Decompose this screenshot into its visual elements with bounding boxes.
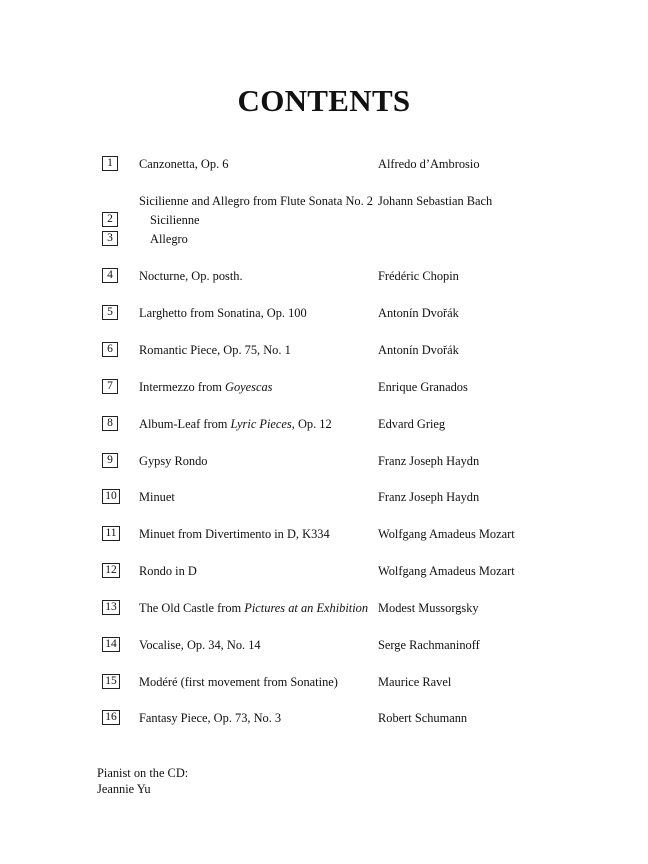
- composer-name: Antonín Dvořák: [378, 306, 459, 320]
- track-number-box: 5: [102, 305, 118, 320]
- piece-title: [139, 598, 368, 618]
- piece-title-suffix: , Op. 12: [291, 417, 332, 431]
- piece-title-text: The Old Castle from: [139, 601, 245, 615]
- toc-entry: [0, 303, 648, 323]
- piece-title: Modéré (first movement from Sonatine): [139, 675, 338, 689]
- composer-name: Franz Joseph Haydn: [378, 454, 480, 468]
- track-number-box: 3: [102, 231, 118, 246]
- piece-title: Gypsy Rondo: [139, 454, 208, 468]
- composer-name: Serge Rachmaninoff: [378, 638, 480, 652]
- piece-title: Larghetto from Sonatina, Op. 100: [139, 306, 307, 320]
- piece-title: Canzonetta, Op. 6: [139, 157, 229, 171]
- piece-title: Fantasy Piece, Op. 73, No. 3: [139, 711, 282, 725]
- track-number-box: 16: [102, 710, 120, 725]
- toc-entry: [0, 672, 648, 692]
- track-number-box: 12: [102, 563, 120, 578]
- piece-title: Nocturne, Op. posth.: [139, 269, 243, 283]
- toc-entry-movement: [0, 229, 648, 249]
- composer-name: Enrique Granados: [378, 380, 468, 394]
- toc-entry: [0, 635, 648, 655]
- composer-name: Robert Schumann: [378, 711, 468, 725]
- track-number-box: 4: [102, 268, 118, 283]
- track-number-box: 9: [102, 453, 118, 468]
- composer-name: Maurice Ravel: [378, 675, 452, 689]
- track-number-box: 2: [102, 212, 118, 227]
- toc-entry: [0, 154, 648, 174]
- piece-title-italic: Lyric Pieces: [230, 417, 292, 431]
- track-number-box: 6: [102, 342, 118, 357]
- toc-entry: [0, 487, 648, 507]
- toc-entry: [0, 561, 648, 581]
- piece-title-text: Intermezzo from: [139, 380, 226, 394]
- toc-entry: [0, 708, 648, 728]
- composer-name: Franz Joseph Haydn: [378, 490, 480, 504]
- piece-title: Minuet: [139, 490, 175, 504]
- track-number-box: 10: [102, 489, 120, 504]
- composer-name: Antonín Dvořák: [378, 343, 459, 357]
- piece-title: [139, 414, 332, 434]
- composer-name: Edvard Grieg: [378, 417, 446, 431]
- movement-title: Allegro: [150, 232, 188, 246]
- piece-title-text: Album-Leaf from: [139, 417, 231, 431]
- piece-title: Sicilienne and Allegro from Flute Sonata No. 2: [139, 194, 374, 208]
- toc-entry: [0, 524, 648, 544]
- composer-name: Frédéric Chopin: [378, 269, 459, 283]
- page-title: CONTENTS: [237, 83, 411, 118]
- toc-entry: [0, 414, 648, 434]
- toc-entry: [0, 377, 648, 397]
- piece-title-italic: Pictures at an Exhibition: [244, 601, 369, 615]
- track-number-box: 8: [102, 416, 118, 431]
- toc-entry-group-heading: [0, 191, 648, 211]
- toc-entry: [0, 340, 648, 360]
- track-number-box: 7: [102, 379, 118, 394]
- piece-title: Rondo in D: [139, 564, 197, 578]
- toc-entry: [0, 266, 648, 286]
- track-number-box: 14: [102, 637, 120, 652]
- track-number-box: 1: [102, 156, 118, 171]
- track-number-box: 11: [102, 526, 120, 541]
- composer-name: Alfredo d’Ambrosio: [378, 157, 480, 171]
- toc-entry: [0, 598, 648, 618]
- piece-title: [139, 377, 273, 397]
- piece-title-italic: Goyescas: [225, 380, 273, 394]
- toc-entry-movement: [0, 210, 648, 230]
- piece-title: Minuet from Divertimento in D, K334: [139, 527, 330, 541]
- composer-name: Wolfgang Amadeus Mozart: [378, 527, 515, 541]
- movement-title: Sicilienne: [150, 213, 200, 227]
- pianist-label: Pianist on the CD:: [97, 766, 189, 780]
- piece-title: Romantic Piece, Op. 75, No. 1: [139, 343, 291, 357]
- pianist-name: Jeannie Yu: [97, 782, 151, 796]
- toc-entry: [0, 451, 648, 471]
- pianist-credit: [97, 765, 188, 797]
- track-number-box: 13: [102, 600, 120, 615]
- track-number-box: 15: [102, 674, 120, 689]
- piece-title: Vocalise, Op. 34, No. 14: [139, 638, 261, 652]
- composer-name: Modest Mussorgsky: [378, 601, 479, 615]
- composer-name: Johann Sebastian Bach: [378, 194, 493, 208]
- composer-name: Wolfgang Amadeus Mozart: [378, 564, 515, 578]
